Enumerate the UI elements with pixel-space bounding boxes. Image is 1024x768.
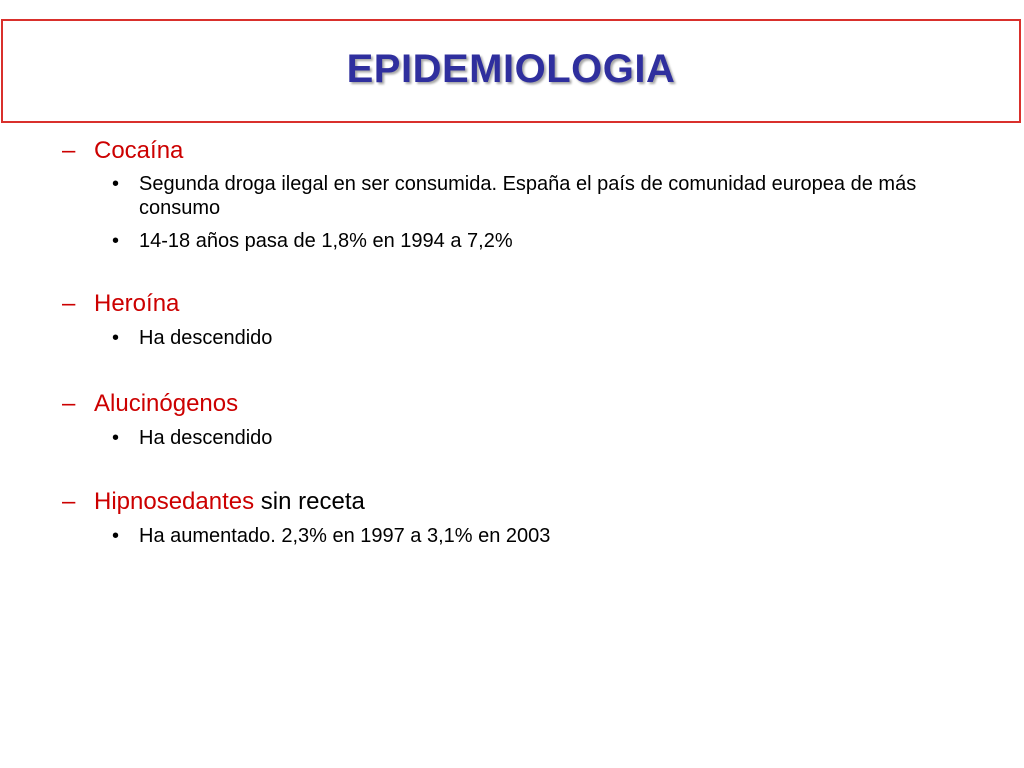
section-heading-alucinogenos: [62, 390, 238, 418]
heading-text: Heroína: [94, 290, 180, 317]
heading-suffix-text: sin receta: [260, 488, 365, 515]
dash-marker: –: [62, 488, 76, 515]
bullet-marker: •: [112, 427, 120, 449]
heading-text: Alucinógenos: [94, 390, 239, 417]
section-heading-heroina: [62, 290, 179, 318]
bullet-text: Ha descendido: [139, 327, 273, 349]
dash-marker: –: [62, 137, 76, 164]
section-heading-hipnosedantes: [62, 488, 365, 516]
heading-text: Cocaína: [94, 137, 184, 164]
bullet-item: [112, 426, 969, 450]
bullet-text: Segunda droga ilegal en ser consumida. España el país de comunidad europea de más consumo: [139, 173, 917, 219]
bullet-marker: •: [112, 230, 120, 252]
bullet-text: Ha aumentado. 2,3% en 1997 a 3,1% en 2003: [139, 525, 551, 547]
bullet-item: [112, 524, 969, 548]
dash-marker: –: [62, 290, 76, 317]
heading-text: Hipnosedantes: [94, 488, 255, 515]
bullet-item: [112, 229, 969, 253]
bullet-marker: •: [112, 525, 120, 547]
bullet-marker: •: [112, 173, 120, 195]
bullet-text: 14-18 años pasa de 1,8% en 1994 a 7,2%: [139, 230, 513, 252]
bullet-item: [112, 326, 969, 350]
bullet-marker: •: [112, 327, 120, 349]
bullet-text: Ha descendido: [139, 427, 273, 449]
dash-marker: –: [62, 390, 76, 417]
bullet-item: [112, 172, 969, 220]
slide-title: EPIDEMIOLOGIA: [346, 46, 676, 91]
section-heading-cocaina: [62, 137, 183, 165]
